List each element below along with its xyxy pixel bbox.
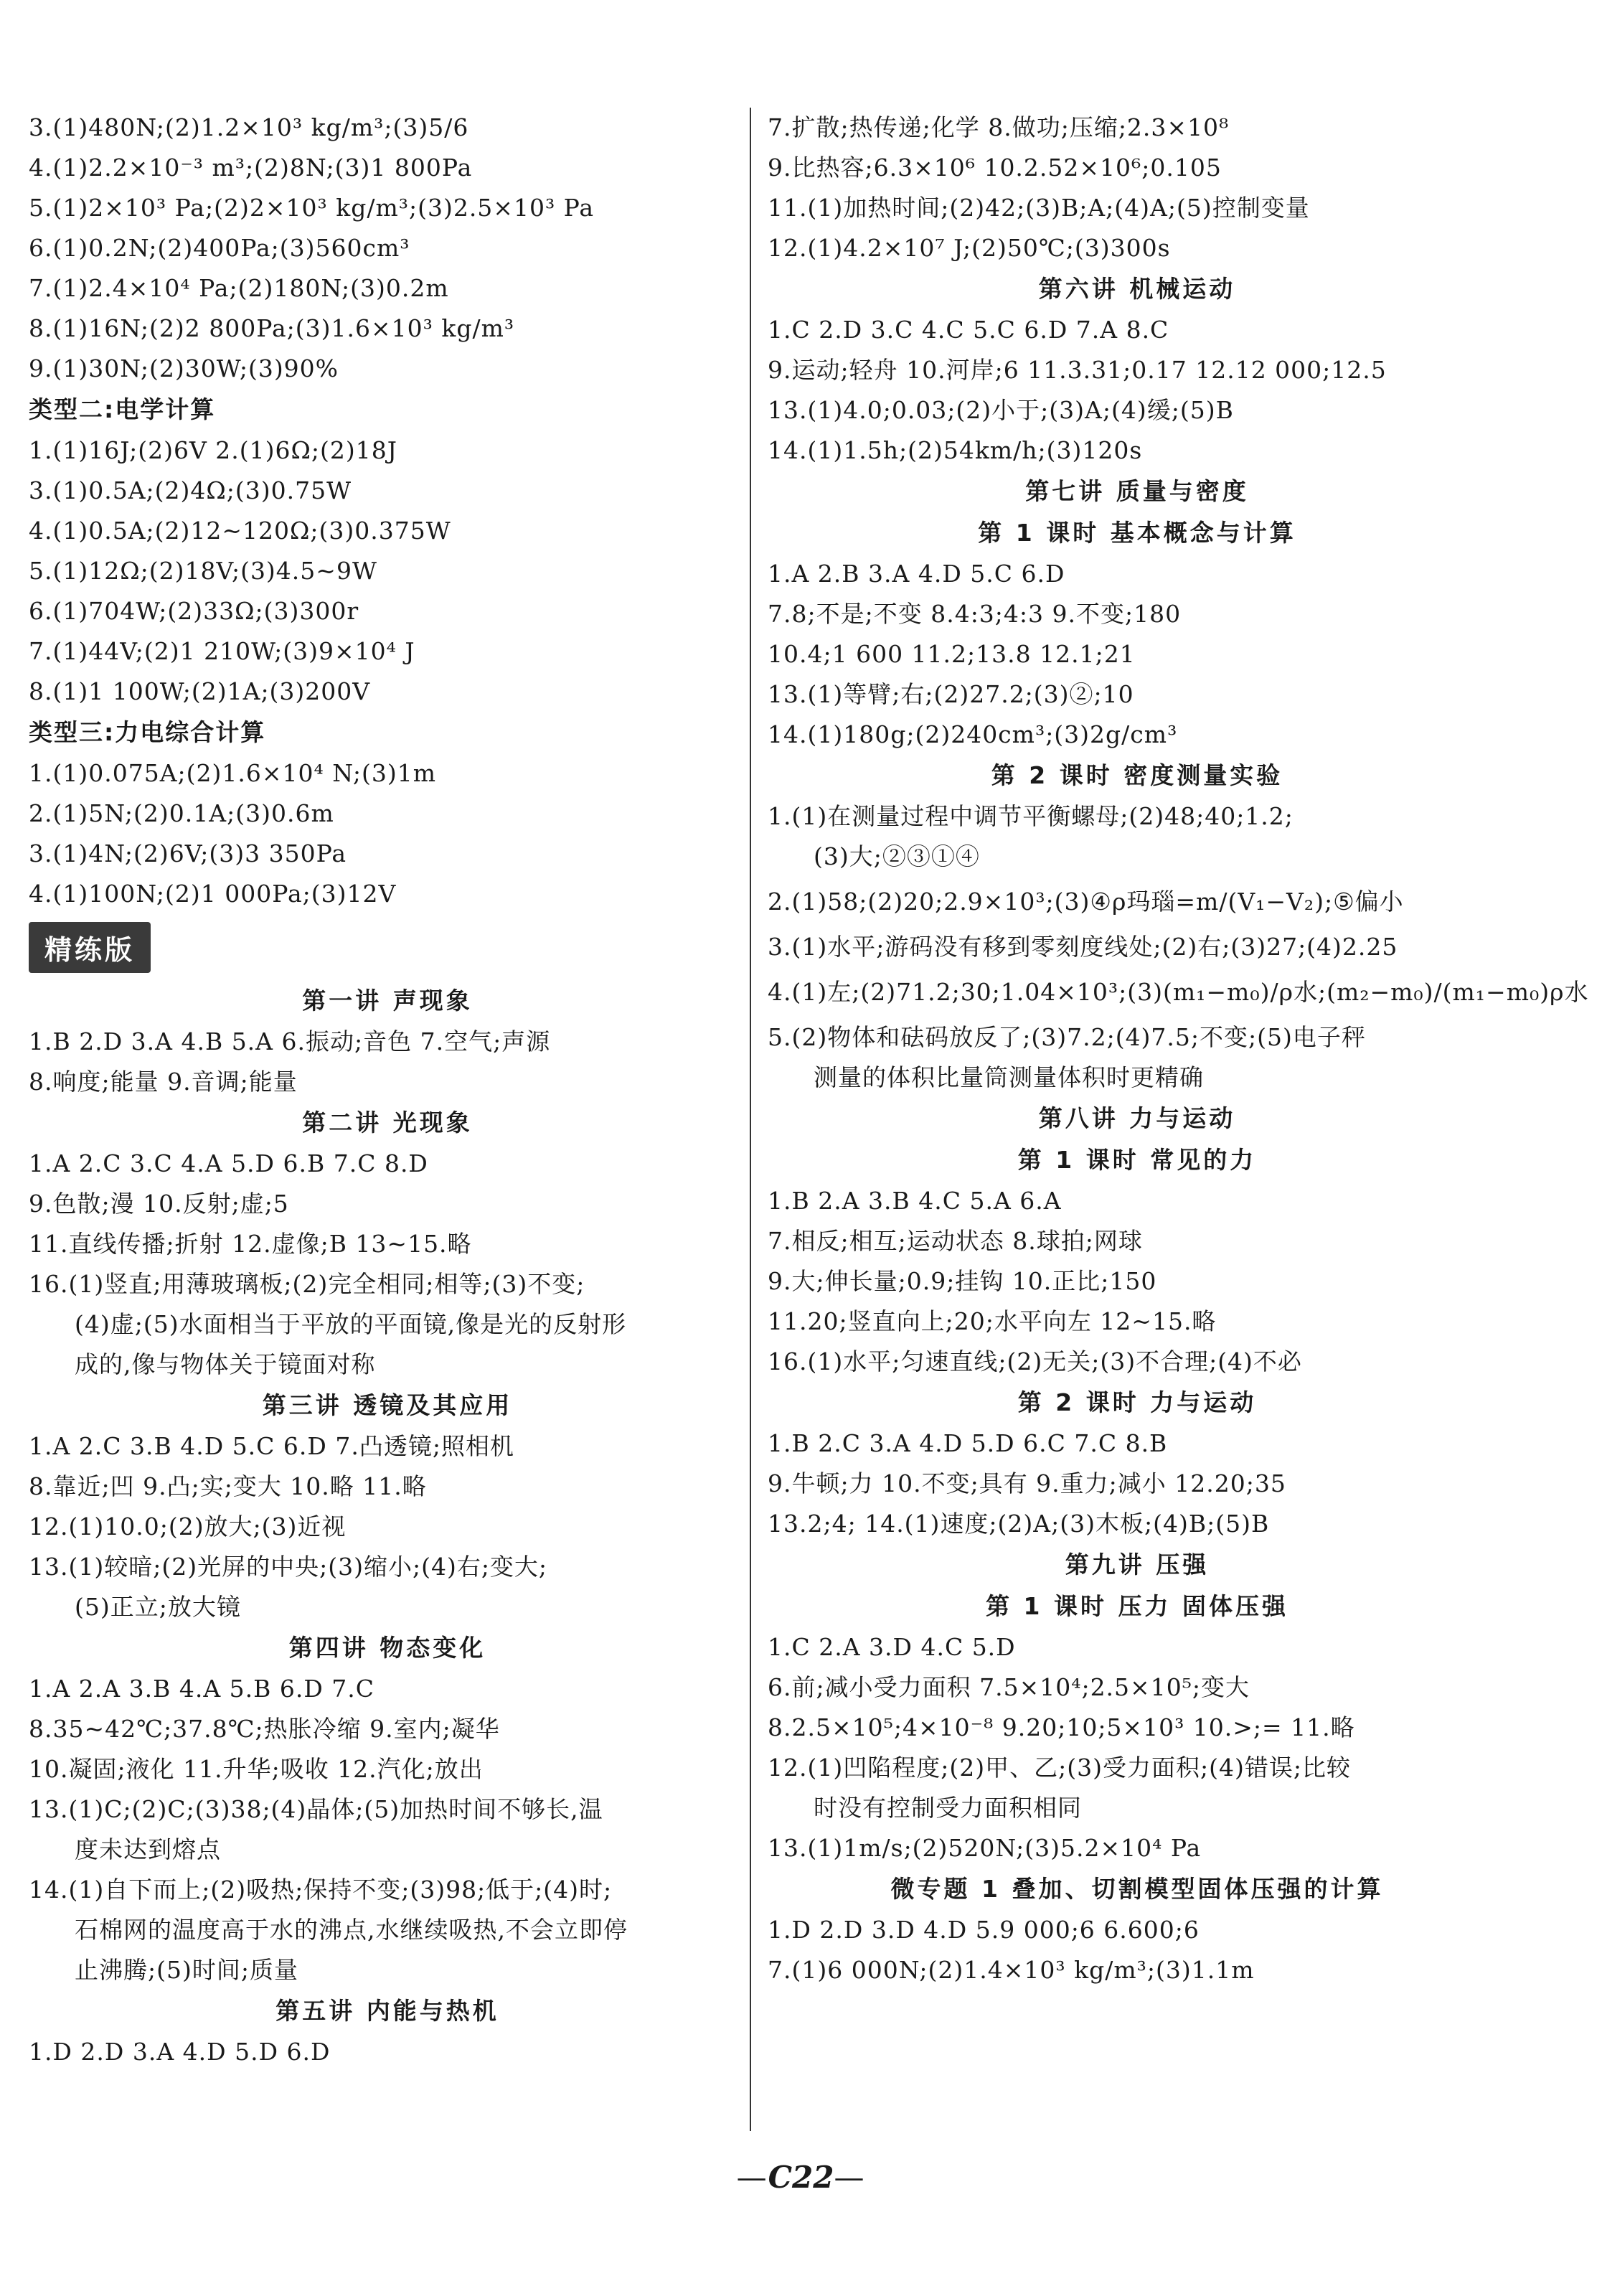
section-heading: 第 1 课时 常见的力: [1017, 1146, 1257, 1174]
answer-line: 13.(1)C;(2)C;(3)38;(4)晶体;(5)加热时间不够长,温: [29, 1795, 603, 1823]
answer-line: 13.(1)4.0;0.03;(2)小于;(3)A;(4)缓;(5)B: [768, 396, 1234, 424]
section-heading: 第八讲 力与运动: [1038, 1104, 1236, 1132]
page-number: [0, 2160, 1602, 2195]
answer-line: 度未达到熔点: [75, 1835, 221, 1863]
section-heading: 第 1 课时 基本概念与计算: [978, 519, 1296, 547]
answer-line: 1.B 2.C 3.A 4.D 5.D 6.C 7.C 8.B: [768, 1429, 1168, 1457]
answer-line: 9.(1)30N;(2)30W;(3)90%: [29, 354, 339, 382]
answer-line: 4.(1)左;(2)71.2;30;1.04×10³;(3)(m₁−m₀)/ρ水;(m₂−m₀)/(m₁−m₀)ρ水: [768, 978, 1589, 1006]
section-heading: 第七讲 质量与密度: [1025, 477, 1249, 505]
answer-line: 1.C 2.A 3.D 4.C 5.D: [768, 1633, 1016, 1661]
answer-line: 5.(1)2×10³ Pa;(2)2×10³ kg/m³;(3)2.5×10³ Pa: [29, 194, 595, 222]
page-number-dash-left: —: [736, 2160, 768, 2195]
section-heading: 第四讲 物态变化: [288, 1634, 486, 1662]
answer-line: 16.(1)竖直;用薄玻璃板;(2)完全相同;相等;(3)不变;: [29, 1270, 585, 1298]
answer-line: 11.(1)加热时间;(2)42;(3)B;A;(4)A;(5)控制变量: [768, 194, 1310, 222]
answer-line: 3.(1)水平;游码没有移到零刻度线处;(2)右;(3)27;(4)2.25: [768, 933, 1398, 961]
answer-line: 1.B 2.D 3.A 4.B 5.A 6.振动;音色 7.空气;声源: [29, 1027, 551, 1055]
answer-line: 9.运动;轻舟 10.河岸;6 11.3.31;0.17 12.12 000;12.5: [768, 356, 1387, 384]
answer-line: 1.(1)0.075A;(2)1.6×10⁴ N;(3)1m: [29, 759, 437, 787]
answer-line: 1.A 2.C 3.B 4.D 5.C 6.D 7.凸透镜;照相机: [29, 1432, 514, 1460]
category-heading: 类型二:电学计算: [29, 395, 216, 423]
answer-line: 5.(1)12Ω;(2)18V;(3)4.5~9W: [29, 557, 377, 585]
answer-line: 1.(1)在测量过程中调节平衡螺母;(2)48;40;1.2;: [768, 802, 1294, 830]
answer-line: 8.响度;能量 9.音调;能量: [29, 1068, 298, 1096]
section-heading: 第六讲 机械运动: [1038, 275, 1236, 303]
answer-line: 8.2.5×10⁵;4×10⁻⁸ 9.20;10;5×10³ 10.>;= 11.略: [768, 1713, 1355, 1741]
answer-line: 13.(1)等臂;右;(2)27.2;(3)②;10: [768, 680, 1134, 708]
answer-line: 14.(1)1.5h;(2)54km/h;(3)120s: [768, 436, 1143, 464]
answer-line: 3.(1)0.5A;(2)4Ω;(3)0.75W: [29, 476, 352, 504]
column-divider: [750, 108, 751, 2131]
answer-line: 7.8;不是;不变 8.4:3;4:3 9.不变;180: [768, 600, 1182, 628]
answer-line: 8.靠近;凹 9.凸;实;变大 10.略 11.略: [29, 1472, 427, 1500]
answer-line: 1.B 2.A 3.B 4.C 5.A 6.A: [768, 1187, 1062, 1215]
left-column: [29, 108, 746, 2072]
page-number-dash-right: —: [834, 2160, 866, 2195]
answer-line: 石棉网的温度高于水的沸点,水继续吸热,不会立即停: [75, 1916, 628, 1944]
answer-line: 16.(1)水平;匀速直线;(2)无关;(3)不合理;(4)不必: [768, 1347, 1302, 1375]
answer-line: 12.(1)凹陷程度;(2)甲、乙;(3)受力面积;(4)错误;比较: [768, 1754, 1351, 1782]
answer-line: 14.(1)180g;(2)240cm³;(3)2g/cm³: [768, 720, 1178, 748]
answer-line: 1.D 2.D 3.A 4.D 5.D 6.D: [29, 2038, 331, 2066]
category-heading: 类型三:力电综合计算: [29, 718, 266, 746]
answer-line: 2.(1)5N;(2)0.1A;(3)0.6m: [29, 799, 334, 827]
answer-line: 止沸腾;(5)时间;质量: [75, 1956, 298, 1984]
section-heading: 第三讲 透镜及其应用: [262, 1391, 513, 1419]
answer-line: 1.A 2.C 3.C 4.A 5.D 6.B 7.C 8.D: [29, 1149, 428, 1177]
section-heading: 第 2 课时 力与运动: [1017, 1388, 1257, 1416]
answer-line: 1.(1)16J;(2)6V 2.(1)6Ω;(2)18J: [29, 436, 397, 464]
answer-line: 7.相反;相互;运动状态 8.球拍;网球: [768, 1227, 1143, 1255]
answer-line: 5.(2)物体和砝码放反了;(3)7.2;(4)7.5;不变;(5)电子秤: [768, 1023, 1366, 1051]
answer-line: 1.A 2.B 3.A 4.D 5.C 6.D: [768, 560, 1065, 588]
answer-line: 9.牛顿;力 10.不变;具有 9.重力;减小 12.20;35: [768, 1469, 1286, 1497]
answer-line: 1.D 2.D 3.D 4.D 5.9 000;6 6.600;6: [768, 1916, 1200, 1944]
answer-line: 13.(1)1m/s;(2)520N;(3)5.2×10⁴ Pa: [768, 1834, 1202, 1862]
section-heading: 第二讲 光现象: [302, 1109, 473, 1137]
answer-line: 3.(1)480N;(2)1.2×10³ kg/m³;(3)5/6: [29, 113, 469, 141]
answer-line: 成的,像与物体关于镜面对称: [75, 1350, 376, 1378]
answer-line: (3)大;②③①④: [814, 842, 980, 870]
answer-line: 测量的体积比量筒测量体积时更精确: [814, 1063, 1204, 1091]
answer-line: 4.(1)2.2×10⁻³ m³;(2)8N;(3)1 800Pa: [29, 154, 473, 182]
section-heading: 微专题 1 叠加、切割模型固体压强的计算: [890, 1875, 1384, 1903]
answer-line: 10.4;1 600 11.2;13.8 12.1;21: [768, 640, 1136, 668]
section-heading: 第九讲 压强: [1065, 1551, 1210, 1578]
section-heading: 第五讲 内能与热机: [275, 1997, 499, 2025]
answer-line: 9.比热容;6.3×10⁶ 10.2.52×10⁶;0.105: [768, 154, 1222, 182]
section-badge-wrap: [29, 914, 746, 980]
answer-line: 3.(1)4N;(2)6V;(3)3 350Pa: [29, 839, 347, 867]
answer-line: (4)虚;(5)水面相当于平放的平面镜,像是光的反射形: [75, 1310, 627, 1338]
answer-line: 7.(1)44V;(2)1 210W;(3)9×10⁴ J: [29, 637, 415, 665]
answer-line: 8.(1)1 100W;(2)1A;(3)200V: [29, 677, 371, 705]
answer-line: 13.(1)较暗;(2)光屏的中央;(3)缩小;(4)右;变大;: [29, 1553, 548, 1581]
answer-line: 14.(1)自下而上;(2)吸热;保持不变;(3)98;低于;(4)时;: [29, 1876, 613, 1904]
answer-line: 8.(1)16N;(2)2 800Pa;(3)1.6×10³ kg/m³: [29, 314, 515, 342]
answer-line: 11.直线传播;折射 12.虚像;B 13~15.略: [29, 1230, 472, 1258]
answer-line: 6.前;减小受力面积 7.5×10⁴;2.5×10⁵;变大: [768, 1673, 1250, 1701]
answer-line: 8.35~42℃;37.8℃;热胀冷缩 9.室内;凝华: [29, 1715, 500, 1743]
answer-line: 12.(1)10.0;(2)放大;(3)近视: [29, 1512, 347, 1540]
answer-line: 9.大;伸长量;0.9;挂钩 10.正比;150: [768, 1267, 1157, 1295]
answer-line: 时没有控制受力面积相同: [814, 1794, 1082, 1822]
answer-line: 6.(1)704W;(2)33Ω;(3)300r: [29, 597, 359, 625]
answer-line: 11.20;竖直向上;20;水平向左 12~15.略: [768, 1307, 1217, 1335]
answer-line: 4.(1)100N;(2)1 000Pa;(3)12V: [29, 880, 397, 908]
section-heading: 第 1 课时 压力 固体压强: [986, 1592, 1288, 1620]
right-column: [768, 108, 1589, 1990]
answer-line: 13.2;4; 14.(1)速度;(2)A;(3)木板;(4)B;(5)B: [768, 1510, 1270, 1538]
answer-line: 1.C 2.D 3.C 4.C 5.C 6.D 7.A 8.C: [768, 316, 1169, 344]
answer-line: 1.A 2.A 3.B 4.A 5.B 6.D 7.C: [29, 1675, 375, 1703]
answer-line: (5)正立;放大镜: [75, 1593, 241, 1621]
answer-line: 2.(1)58;(2)20;2.9×10³;(3)④ρ玛瑙=m/(V₁−V₂);⑤偏小: [768, 888, 1404, 916]
answer-line: 10.凝固;液化 11.升华;吸收 12.汽化;放出: [29, 1755, 484, 1783]
answer-line: 12.(1)4.2×10⁷ J;(2)50℃;(3)300s: [768, 234, 1171, 262]
answer-line: 4.(1)0.5A;(2)12~120Ω;(3)0.375W: [29, 517, 451, 545]
answer-line: 6.(1)0.2N;(2)400Pa;(3)560cm³: [29, 234, 410, 262]
section-badge: 精练版: [29, 922, 151, 973]
section-heading: 第一讲 声现象: [302, 987, 473, 1015]
answer-line: 7.(1)2.4×10⁴ Pa;(2)180N;(3)0.2m: [29, 274, 449, 302]
section-heading: 第 2 课时 密度测量实验: [991, 761, 1283, 789]
page-number-text: C22: [768, 2160, 834, 2195]
answer-line: 7.扩散;热传递;化学 8.做功;压缩;2.3×10⁸: [768, 113, 1230, 141]
answer-line: 9.色散;漫 10.反射;虚;5: [29, 1190, 289, 1218]
answer-line: 7.(1)6 000N;(2)1.4×10³ kg/m³;(3)1.1m: [768, 1956, 1255, 1984]
